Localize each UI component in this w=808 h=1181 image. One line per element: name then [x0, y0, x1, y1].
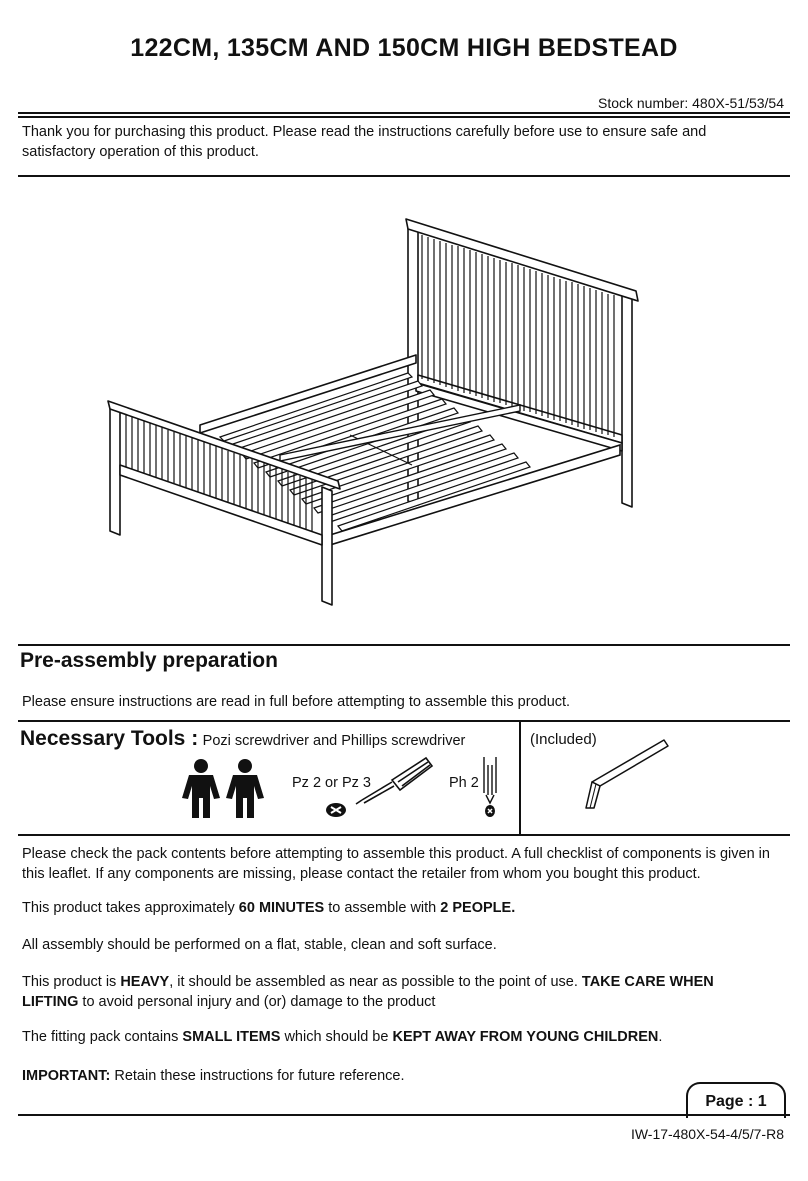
- title-divider: [18, 112, 790, 114]
- stock-divider: [18, 116, 790, 118]
- pozi-label: Pz 2 or Pz 3: [292, 775, 371, 791]
- fitting-prefix: The fitting pack contains: [22, 1029, 183, 1045]
- important-note: [22, 1066, 784, 1086]
- time-prefix: This product takes approximately: [22, 900, 239, 916]
- tools-column-divider: [519, 720, 521, 835]
- heavy-warning-text: [22, 972, 722, 1012]
- time-value: 60 MINUTES: [238, 900, 325, 916]
- tools-description: Pozi screwdriver and Phillips screwdriver: [202, 733, 466, 749]
- ensure-text: Please ensure instructions are read in full before attempting to assemble this product.: [22, 694, 571, 710]
- surface-text: All assembly should be performed on a flat, stable, clean and soft surface.: [22, 937, 497, 953]
- time-middle: to assemble with: [324, 900, 441, 916]
- fitting-middle: which should be: [280, 1029, 393, 1045]
- tools-bottom-border: [18, 834, 790, 836]
- page-title: 122CM, 135CM AND 150CM HIGH BEDSTEAD: [130, 34, 678, 62]
- section-divider: [18, 644, 790, 646]
- people-count: 2 PEOPLE.: [440, 900, 516, 916]
- stock-number: Stock number: 480X-51/53/54: [597, 95, 784, 111]
- kept-away-label: KEPT AWAY FROM YOUNG CHILDREN: [392, 1029, 659, 1045]
- intro-divider: [18, 175, 790, 177]
- footer-divider: [18, 1114, 790, 1116]
- take-care-label: TAKE CARE WHEN LIFTING: [22, 974, 714, 1010]
- bed-illustration: [100, 205, 660, 615]
- heavy-label: HEAVY: [120, 974, 170, 990]
- document-code: IW-17-480X-54-4/5/7-R8: [630, 1126, 784, 1142]
- page-number-tab: Page : 1: [686, 1082, 786, 1118]
- small-items-warning: [22, 1027, 784, 1047]
- important-label: IMPORTANT:: [22, 1068, 111, 1084]
- section-heading: Pre-assembly preparation: [20, 649, 278, 672]
- tools-heading: [20, 727, 465, 751]
- intro-text: Thank you for purchasing this product. Please read the instructions carefully before use to ensure safe and satisfactory operation of this product.: [22, 124, 707, 160]
- two-people-icon: [180, 758, 270, 820]
- fitting-suffix: .: [658, 1029, 663, 1045]
- assembly-time-text: [22, 898, 784, 918]
- pozi-screwdriver-icon: [322, 752, 437, 822]
- heavy-suffix: to avoid personal injury and (or) damage to the product: [78, 994, 436, 1010]
- small-items-label: SMALL ITEMS: [182, 1029, 281, 1045]
- tools-label: Necessary Tools :: [20, 727, 199, 750]
- heavy-prefix: This product is: [22, 974, 121, 990]
- phillips-screwdriver-icon: [478, 755, 502, 821]
- included-label: (Included): [530, 731, 597, 748]
- phillips-label: Ph 2: [449, 775, 479, 791]
- check-contents-text: Please check the pack contents before attempting to assemble this product. A full checklist of components is given in this leaflet. If any components are missing, please contact the retailer from whom you bought this product.: [22, 846, 770, 882]
- tools-top-border: [18, 720, 790, 722]
- allen-key-icon: [578, 738, 670, 814]
- heavy-middle: , it should be assembled as near as possible to the point of use.: [169, 974, 582, 990]
- important-text: Retain these instructions for future reference.: [110, 1068, 405, 1084]
